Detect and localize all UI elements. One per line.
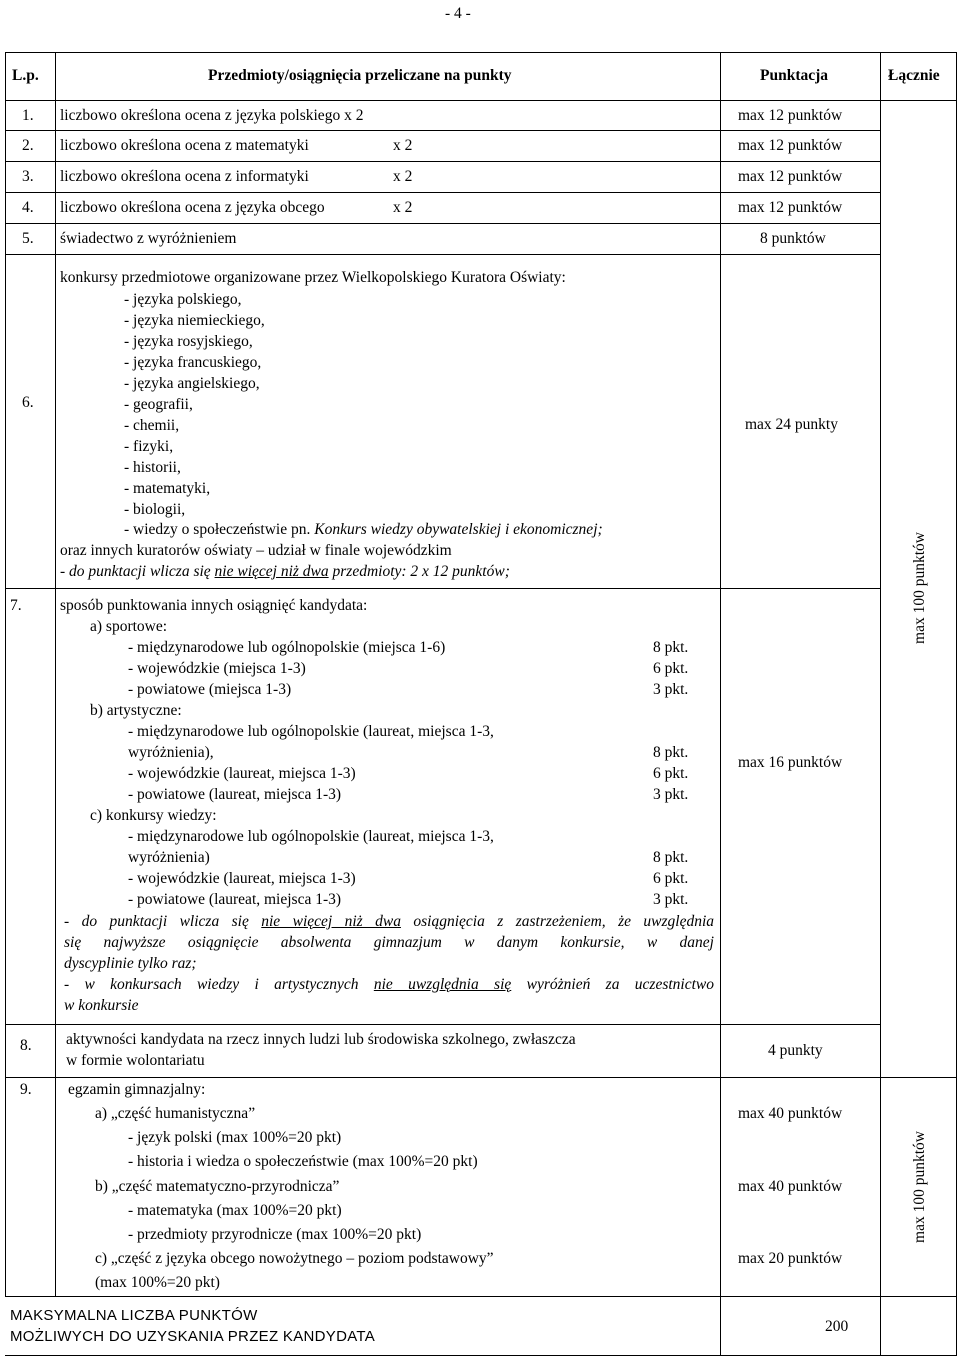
list-item: - języka francuskiego, [124, 354, 262, 371]
row-7-c-item: wyróżnienia) [128, 849, 210, 866]
row-9-a-score: max 40 punktów [738, 1105, 843, 1122]
row-3-score: max 12 punktów [738, 168, 843, 185]
row-5-score: 8 punktów [760, 230, 826, 247]
row-8-line2: w formie wolontariatu [66, 1052, 205, 1069]
row-7-b-points: 8 pkt. [653, 744, 689, 761]
row-7-a-head: a) sportowe: [90, 618, 168, 635]
row-5-num: 5. [22, 230, 34, 247]
row-2-num: 2. [22, 137, 34, 154]
row-9-c-head: c) „część z języka obcego nowożytnego – poziom podstawowy” [95, 1250, 494, 1267]
row-7-a-points: 6 pkt. [653, 660, 689, 677]
row-7-intro: sposób punktowania innych osiągnięć kandydata: [60, 597, 368, 614]
list-item: - języka polskiego, [124, 291, 242, 308]
row-9-c-tail: (max 100%=20 pkt) [95, 1274, 220, 1291]
row-4-mult: x 2 [393, 199, 413, 216]
row-1-num: 1. [22, 107, 34, 124]
row-9-c-score: max 20 punktów [738, 1250, 843, 1267]
row-7-notes [64, 911, 714, 1016]
list-item: - języka niemieckiego, [124, 312, 265, 329]
row-2-mult: x 2 [393, 137, 413, 154]
list-item: - języka rosyjskiego, [124, 333, 253, 350]
row-7-note1-line2: się najwyższe osiągnięcie absolwenta gimnazjum w danym konkursie, w danej [64, 934, 714, 951]
header-total: Łącznie [888, 67, 940, 84]
header-lp: L.p. [12, 67, 39, 84]
row-9-b-item: - matematyka (max 100%=20 pkt) [128, 1202, 342, 1219]
row-8-score: 4 punkty [768, 1042, 823, 1059]
row-7-c-points: 6 pkt. [653, 870, 689, 887]
footer-total-value: 200 [825, 1318, 849, 1335]
row-1-score: max 12 punktów [738, 107, 843, 124]
total-max-100-points-exam: max 100 punktów [911, 1131, 928, 1243]
row-7-note1-line1: - do punktacji wlicza się nie więcej niż dwa osiągnięcia z zastrzeżeniem, że uwzględnia [64, 913, 715, 930]
row-8-line1: aktywności kandydata na rzecz innych ludzi lub środowiska szkolnego, zwłaszcza [66, 1031, 576, 1048]
row-7-b-item: - wojewódzkie (laureat, miejsca 1-3) [128, 765, 356, 782]
row-9-a-item: - historia i wiedza o społeczeństwie (max 100%=20 pkt) [128, 1153, 478, 1170]
row-4-score: max 12 punktów [738, 199, 843, 216]
row-7-a-item: - wojewódzkie (miejsca 1-3) [128, 660, 306, 677]
row-7-b-item: - międzynarodowe lub ogólnopolskie (laureat, miejsca 1-3, [128, 723, 494, 740]
row-7-c-head: c) konkursy wiedzy: [90, 807, 217, 824]
footer-line2: MOŻLIWYCH DO UZYSKANIA PRZEZ KANDYDATA [10, 1328, 376, 1345]
row-7-b-points: 6 pkt. [653, 765, 689, 782]
row-4-text: liczbowo określona ocena z języka obcego [60, 199, 325, 216]
row-3-num: 3. [22, 168, 34, 185]
row-2-text: liczbowo określona ocena z matematyki [60, 137, 309, 154]
row-7-b-head: b) artystyczne: [90, 702, 182, 719]
list-item: - chemii, [124, 417, 180, 434]
list-item: - geografii, [124, 396, 193, 413]
row-9-a-item: - język polski (max 100%=20 pkt) [128, 1129, 342, 1146]
list-item: - historii, [124, 459, 181, 476]
row-7-c-points: 3 pkt. [653, 891, 689, 908]
row-4-num: 4. [22, 199, 34, 216]
row-7-a-item: - międzynarodowe lub ogólnopolskie (miejsca 1-6) [128, 639, 446, 656]
list-item: - fizyki, [124, 438, 174, 455]
row-7-c-points: 8 pkt. [653, 849, 689, 866]
row-6-intro: konkursy przedmiotowe organizowane przez Wielkopolskiego Kuratora Oświaty: [60, 269, 566, 286]
row-9-b-head: b) „część matematyczno-przyrodnicza” [95, 1178, 340, 1195]
row-7-c-item: - wojewódzkie (laureat, miejsca 1-3) [128, 870, 356, 887]
row-9-a-head: a) „część humanistyczna” [95, 1105, 256, 1122]
row-6-score: max 24 punkty [745, 416, 838, 433]
row-7-b-points: 3 pkt. [653, 786, 689, 803]
row-7-score: max 16 punktów [738, 754, 843, 771]
page-number: - 4 - [445, 5, 471, 22]
row-7-b-item: wyróżnienia), [128, 744, 214, 761]
list-item: - języka angielskiego, [124, 375, 260, 392]
row-2-score: max 12 punktów [738, 137, 843, 154]
footer-line1: MAKSYMALNA LICZBA PUNKTÓW [10, 1307, 258, 1324]
row-7-a-item: - powiatowe (miejsca 1-3) [128, 681, 292, 698]
row-7-note2-line2: w konkursie [64, 997, 139, 1014]
row-9-b-score: max 40 punktów [738, 1178, 843, 1195]
row-9-num: 9. [20, 1081, 32, 1098]
row-7-note1-line3: dyscyplinie tylko raz; [64, 955, 197, 972]
row-7-a-points: 8 pkt. [653, 639, 689, 656]
row-6-num: 6. [22, 394, 34, 411]
header-subject: Przedmioty/osiągnięcia przeliczane na punkty [208, 67, 512, 84]
row-7-num: 7. [10, 597, 22, 614]
row-8-num: 8. [20, 1037, 32, 1054]
row-9-intro: egzamin gimnazjalny: [68, 1081, 206, 1098]
row-9-b-item: - przedmioty przyrodnicze (max 100%=20 pkt) [128, 1226, 422, 1243]
row-7-note2-line1: - w konkursach wiedzy i artystycznych nie uwzględnia się wyróżnień za uczestnictwo [64, 976, 714, 993]
row-1-text: liczbowo określona ocena z języka polskiego x 2 [60, 107, 364, 124]
row-5-text: świadectwo z wyróżnieniem [60, 230, 237, 247]
list-item: - biologii, [124, 501, 186, 518]
row-6-other: oraz innych kuratorów oświaty – udział w finale wojewódzkim [60, 542, 452, 559]
row-3-text: liczbowo określona ocena z informatyki [60, 168, 309, 185]
total-max-100-points: max 100 punktów [911, 532, 928, 644]
row-6-subject-list [124, 289, 265, 520]
header-score: Punktacja [760, 67, 829, 84]
row-6-last-item: - wiedzy o społeczeństwie pn. Konkurs wiedzy obywatelskiej i ekonomicznej; [124, 521, 603, 538]
row-7-b-item: - powiatowe (laureat, miejsca 1-3) [128, 786, 342, 803]
row-7-a-points: 3 pkt. [653, 681, 689, 698]
row-7-c-item: - powiatowe (laureat, miejsca 1-3) [128, 891, 342, 908]
row-6-note: - do punktacji wlicza się nie więcej niż dwa przedmioty: 2 x 12 punktów; [60, 563, 510, 580]
row-7-c-item: - międzynarodowe lub ogólnopolskie (laureat, miejsca 1-3, [128, 828, 494, 845]
row-3-mult: x 2 [393, 168, 413, 185]
list-item: - matematyki, [124, 480, 211, 497]
